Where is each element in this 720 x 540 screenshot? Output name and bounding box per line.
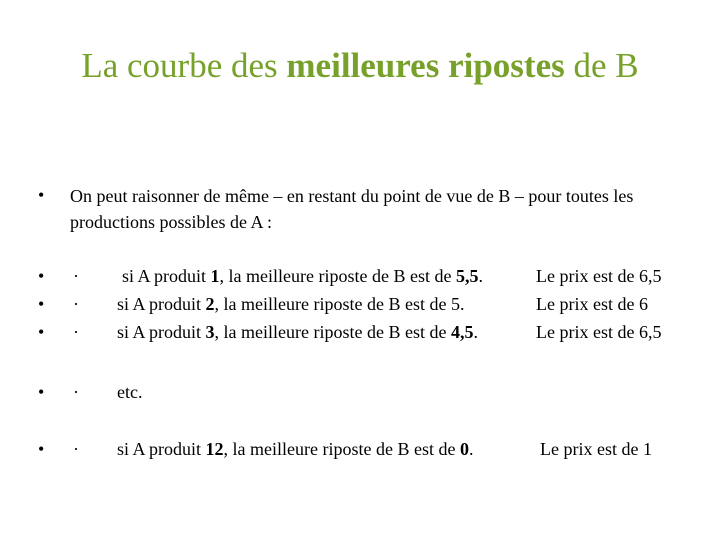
row-etc-text: etc. [117, 382, 143, 402]
middot-row-etc: · [73, 382, 79, 402]
bullet-row-etc: • [38, 382, 45, 402]
row-2-n: 2 [205, 294, 215, 314]
bullet-row-3: • [38, 322, 45, 342]
row-2-post: . [459, 294, 465, 314]
row-3-n: 3 [205, 322, 215, 342]
title-part-2: de B [564, 46, 639, 85]
row-5-post: . [468, 439, 474, 459]
row-1-r: 5,5 [455, 266, 479, 286]
row-3-pre: si A produit [117, 322, 206, 342]
row-5-pre: si A produit [117, 439, 206, 459]
bullet-row-1: • [38, 266, 45, 286]
row-5-mid: , la meilleure riposte de B est de [223, 439, 460, 459]
row-1-n: 1 [210, 266, 220, 286]
row-2-mid: , la meilleure riposte de B est de [214, 294, 451, 314]
row-2-price: Le prix est de 6 [536, 294, 648, 314]
row-1-post: . [478, 266, 483, 286]
row-3-post: . [473, 322, 478, 342]
row-1-mid: , la meilleure riposte de B est de [219, 266, 456, 286]
row-1-price: Le prix est de 6,5 [536, 266, 662, 286]
middot-row-2: · [73, 294, 79, 314]
row-1-pre: si A produit [122, 266, 211, 286]
bullet-row-2: • [38, 294, 45, 314]
middot-row-5: · [73, 439, 79, 459]
row-5-text [117, 438, 473, 460]
row-5-price: Le prix est de 1 [540, 439, 652, 459]
row-5-r: 0 [459, 439, 469, 459]
row-2-r: 5 [450, 294, 460, 314]
middot-row-3: · [73, 322, 79, 342]
row-3-mid: , la meilleure riposte de B est de [214, 322, 451, 342]
row-3-price: Le prix est de 6,5 [536, 322, 662, 342]
bullet-intro: • [38, 185, 45, 205]
middot-row-1: · [73, 266, 79, 286]
slide-title [0, 44, 720, 88]
bullet-row-5: • [38, 439, 45, 459]
row-2-pre: si A produit [117, 294, 206, 314]
title-bold: meilleures ripostes [286, 46, 565, 85]
row-5-n: 12 [205, 439, 224, 459]
intro-paragraph: On peut raisonner de même – en restant du point de vue de B – pour toutes les productions possibles de A : [70, 186, 634, 232]
row-3-r: 4,5 [450, 322, 474, 342]
row-3-text [117, 321, 478, 343]
row-1-text [122, 265, 483, 287]
row-2-text [117, 293, 464, 315]
title-part-1: La courbe des [81, 46, 287, 85]
